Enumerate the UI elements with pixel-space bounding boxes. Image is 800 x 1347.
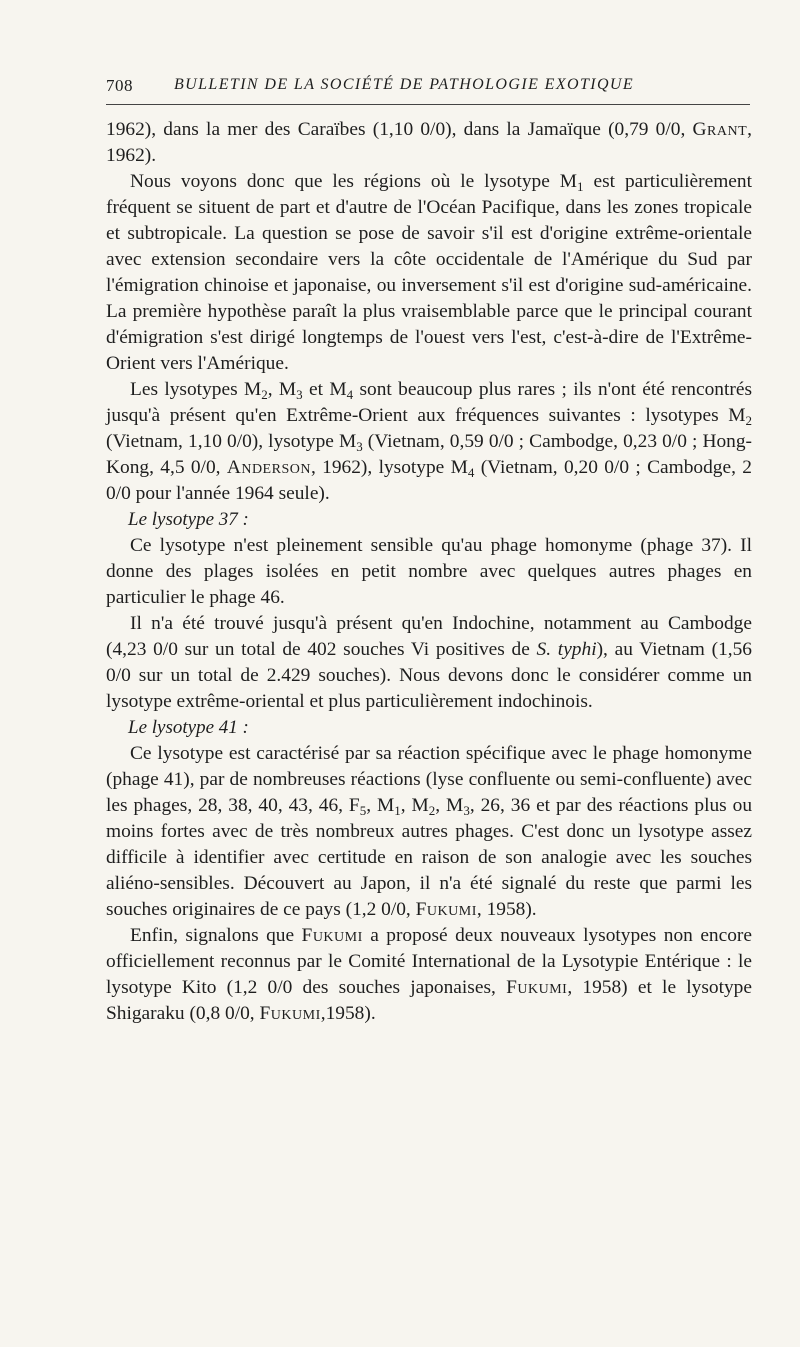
running-title: BULLETIN DE LA SOCIÉTÉ DE PATHOLOGIE EXOTIQUE <box>174 76 635 93</box>
paragraph-1: 1962), dans la mer des Caraïbes (1,10 0/0), dans la Jamaïque (0,79 0/0, Grant, 1962). <box>106 119 752 166</box>
paragraph-7: Enfin, signalons que Fukumi a proposé deux nouveaux lysotypes non encore officiellement reconnus par le Comité International de la Lysotypie Entérique : le lysotype Kito (1,2 0/0 des souches japonaises, Fukumi, 1958) et le lysotype Shigaraku (0,8 0/0, Fukumi,1958). <box>106 925 752 1024</box>
author-fukumi: Fukumi <box>415 899 477 920</box>
author-fukumi: Fukumi <box>506 977 568 998</box>
paragraph-2: Nous voyons donc que les régions où le lysotype $M_1$ est particulièrement fréquent se situent de part et d'autre de l'Océan Pacifique, dans les zones tropicale et subtropicale. La question se pose de savoir s'il est d'origine extrême-orientale avec extension secondaire vers la côte occidentale de l'Amérique du Sud par l'émigration chinoise et japonaise, ou inversement s'il est d'origine sud-américaine. La première hypothèse paraît la plus vraisemblable parce que le principal courant d'émigration s'est dirigé longtemps de l'ouest vers l'est, c'est-à-dire de l'Extrême-Orient vers l'Amérique. <box>106 171 752 374</box>
paragraph-6: Ce lysotype est caractérisé par sa réaction spécifique avec le phage homonyme (phage 41), par de nombreuses réactions (lyse confluente ou semi-confluente) avec les phages, 28, 38, 40, 43, 46, $F_5$, $M_1$, $M_2$, $M_3$, 26, 36 et par des réactions plus ou moins fortes avec de très nombreux autres phages. C'est donc un lysotype assez difficile à identifier avec certitude en raison de son analogie avec les souches aliéno-sensibles. Découvert au Japon, il n'a été signalé du reste que parmi les souches originaires de ce pays (1,2 0/0, Fukumi, 1958). <box>106 743 753 920</box>
running-header <box>106 70 750 105</box>
paragraph-4: Ce lysotype n'est pleinement sensible qu'au phage homonyme (phage 37). Il donne des plages isolées en petit nombre avec quelques autres phages en particulier le phage 46. <box>106 535 752 608</box>
author-grant: Grant <box>692 119 748 140</box>
author-fukumi: Fukumi <box>259 1003 321 1024</box>
page-number: 708 <box>106 76 133 95</box>
author-fukumi: Fukumi <box>301 925 363 946</box>
paragraph-3: Les lysotypes $M_2$, $M_3$ et $M_4$ sont beaucoup plus rares ; ils n'ont été rencontrés jusqu'à présent qu'en Extrême-Orient aux fréquences suivantes : lysotypes $M_2$ (Vietnam, 1,10 0/0), lysotype $M_3$ (Vietnam, 0,59 0/0 ; Cambodge, 0,23 0/0 ; Hong-Kong, 4,5 0/0, Anderson, 1962), lysotype $M_4$ (Vietnam, 0,20 0/0 ; Cambodge, 2 0/0 pour l'année 1964 seule). <box>106 379 752 504</box>
section-heading-lysotype-37: Le lysotype 37 : <box>128 509 249 530</box>
author-anderson: Anderson <box>226 457 311 478</box>
body-text <box>106 117 752 1027</box>
paragraph-5: Il n'a été trouvé jusqu'à présent qu'en Indochine, notamment au Cambodge (4,23 0/0 sur un total de 402 souches Vi positives de S. typhi), au Vietnam (1,56 0/0 sur un total de 2.429 souches). Nous devons donc le considérer comme un lysotype extrême-oriental et plus particulièrement indochinois. <box>106 613 753 712</box>
section-heading-lysotype-41: Le lysotype 41 : <box>128 717 249 738</box>
species-name: S. typhi <box>536 639 597 660</box>
